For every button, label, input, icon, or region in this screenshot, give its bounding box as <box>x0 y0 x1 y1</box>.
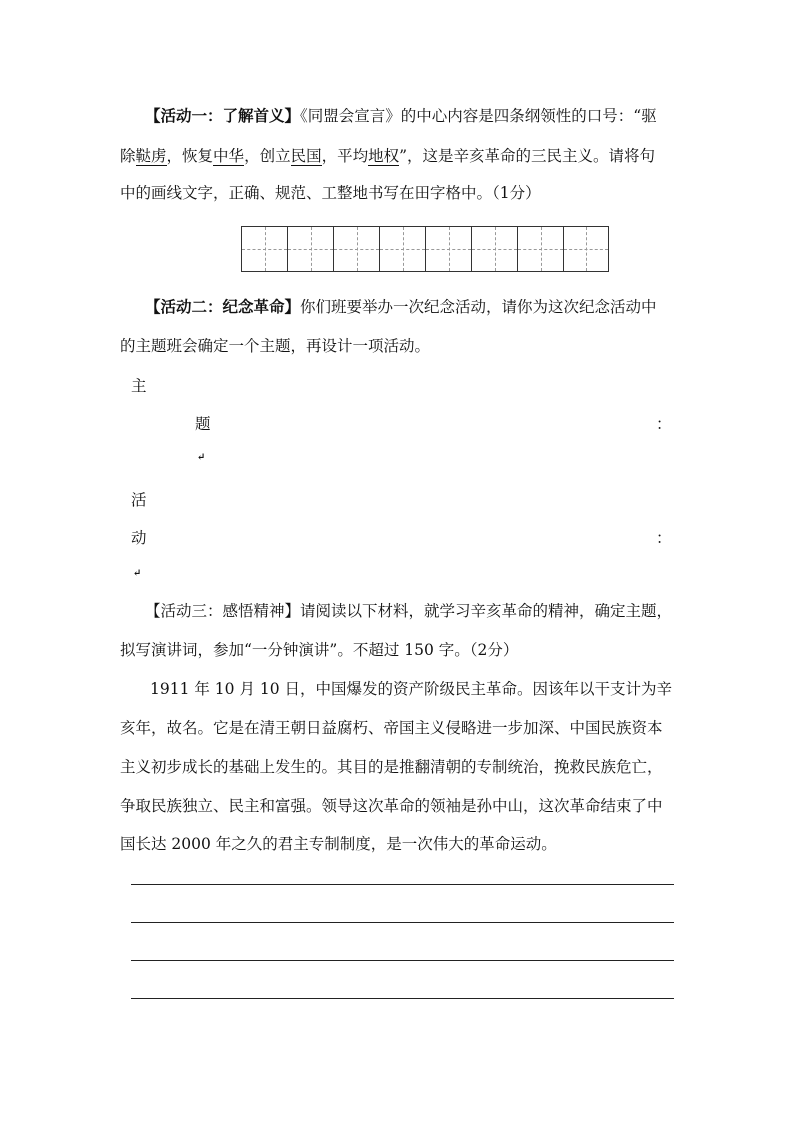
passage-line: 国长达 2000 年之久的君主专制制度，是一次伟大的革命运动。 <box>120 835 557 853</box>
activity1-line3: 中的画线文字，正确、规范、工整地书写在田字格中。（1分） <box>120 184 541 202</box>
grid-cell[interactable] <box>241 226 287 272</box>
activity3-intro: 请阅读以下材料，就学习辛亥革命的精神，确定主题， <box>300 602 673 620</box>
passage-line: 主义初步成长的基础上发生的。其目的是推翻清朝的专制统治，挽救民族危亡， <box>120 758 663 776</box>
text-segment: ”，这是辛亥革命的三民主义。请将句 <box>399 147 656 165</box>
activity3-title: 【活动三：感悟精神】 <box>145 602 301 620</box>
underlined-word: 中华 <box>213 147 245 165</box>
activity-label-char2: 动 <box>131 529 147 547</box>
activity-label-char1: 活 <box>131 491 147 509</box>
grid-cell[interactable] <box>563 226 609 272</box>
activity3-line2: 拟写演讲词，参加“一分钟演讲”。不超过 150 字。（2分） <box>120 641 519 659</box>
grid-cell[interactable] <box>517 226 563 272</box>
grid-cell[interactable] <box>425 226 471 272</box>
return-mark-icon: ↵ <box>133 568 142 579</box>
activity1-line2 <box>120 146 680 166</box>
activity1-line1 <box>145 106 705 126</box>
text-segment: ，平均 <box>321 147 369 165</box>
tianzige-grid[interactable] <box>241 226 609 272</box>
grid-cell[interactable] <box>471 226 517 272</box>
theme-label-char2: 题 <box>195 415 211 433</box>
activity1-intro: 《同盟会宣言》的中心内容是四条纲领性的口号：“驱 <box>300 107 657 125</box>
answer-line[interactable] <box>131 922 674 923</box>
return-mark-icon: ↵ <box>197 452 206 463</box>
activity2-line1 <box>145 297 705 317</box>
theme-colon: ： <box>656 415 672 433</box>
passage-line: 亥年，故名。它是在清王朝日益腐朽、帝国主义侵略进一步加深、中国民族资本 <box>120 719 663 737</box>
activity1-title: 【活动一：了解首义】 <box>145 107 301 125</box>
theme-label-char1: 主 <box>131 377 147 395</box>
grid-cell[interactable] <box>379 226 425 272</box>
grid-cell[interactable] <box>333 226 379 272</box>
activity-colon: ： <box>656 529 672 547</box>
activity2-line2: 的主题班会确定一个主题，再设计一项活动。 <box>120 337 431 355</box>
answer-line[interactable] <box>131 998 674 999</box>
grid-cell[interactable] <box>287 226 333 272</box>
text-segment: ，恢复 <box>166 147 214 165</box>
activity2-title: 【活动二：纪念革命】 <box>145 298 301 316</box>
underlined-word: 鞑虏 <box>135 147 167 165</box>
answer-line[interactable] <box>131 884 674 885</box>
activity2-intro: 你们班要举办一次纪念活动，请你为这次纪念活动中 <box>300 298 657 316</box>
answer-line[interactable] <box>131 960 674 961</box>
text-segment: 除 <box>120 147 136 165</box>
passage-line: 1911 年 10 月 10 日，中国爆发的资产阶级民主革命。因该年以干支计为辛 <box>150 680 673 698</box>
underlined-word: 民国 <box>290 147 322 165</box>
underlined-word: 地权 <box>368 147 400 165</box>
activity3-line1 <box>145 601 705 621</box>
text-segment: ，创立 <box>244 147 291 165</box>
passage-line: 争取民族独立、民主和富强。领导这次革命的领袖是孙中山，这次革命结束了中 <box>120 797 663 815</box>
